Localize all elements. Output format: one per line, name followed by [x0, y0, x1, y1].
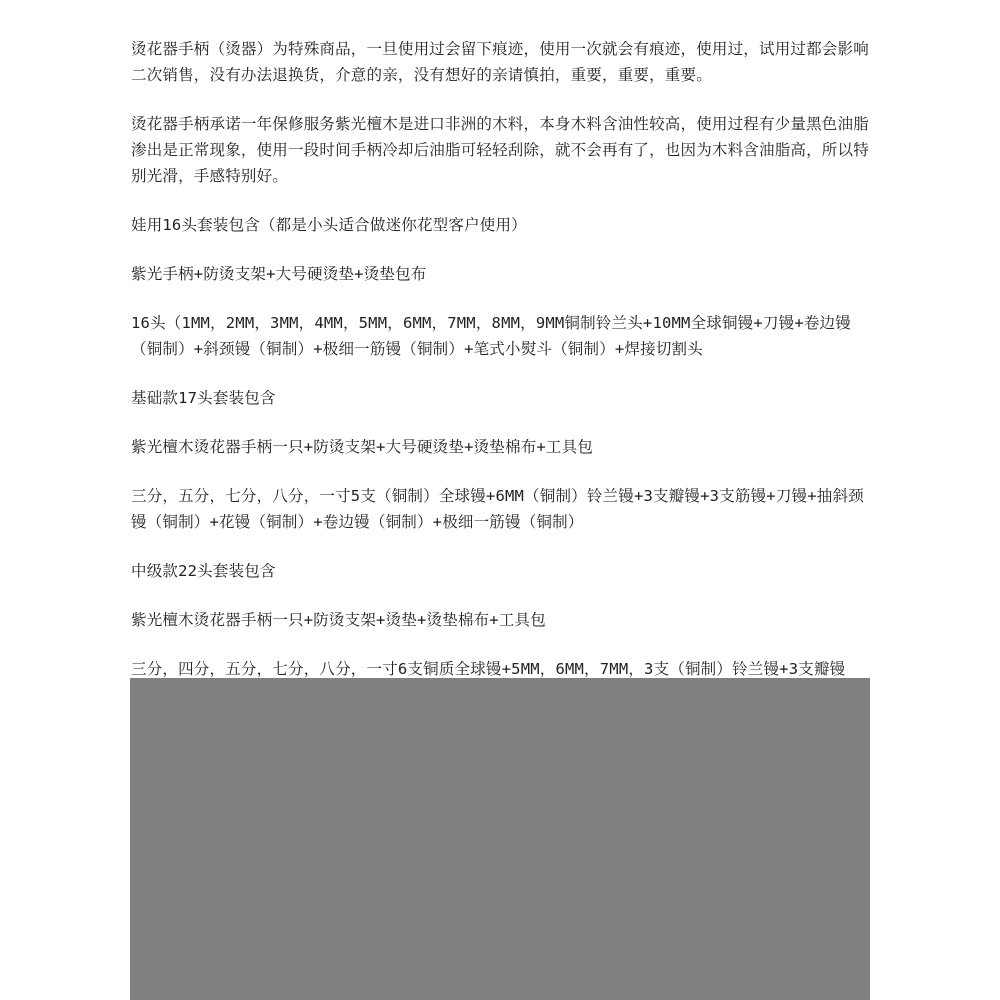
paragraph-doll-16-title: 娃用16头套装包含（都是小头适合做迷你花型客户使用）: [131, 216, 527, 234]
paragraph-notice: 烫花器手柄（烫器）为特殊商品，一旦使用过会留下痕迹，使用一次就会有痕迹，使用过，试用过都会影响二次销售，没有办法退换货，介意的亲，没有想好的亲请慎拍，重要，重要，重要。: [131, 40, 869, 84]
paragraph-mid-22-title: 中级款22头套装包含: [131, 562, 276, 580]
paragraph-mid-22-heads: 三分，四分，五分，七分，八分，一寸6支铜质全球镘+5MM，6MM，7MM，3支（铜制）铃兰镘+3支瓣镘: [131, 660, 846, 678]
paragraph-warranty: 烫花器手柄承诺一年保修服务紫光檀木是进口非洲的木料，本身木料含油性较高，使用过程有少量黑色油脂渗出是正常现象，使用一段时间手柄冷却后油脂可轻轻刮除，就不会再有了，也因为木料含油脂高，所以特别光滑，手感特别好。: [131, 115, 869, 185]
paragraph-basic-17-title: 基础款17头套装包含: [131, 389, 276, 407]
paragraph-doll-16-heads: 16头（1MM，2MM，3MM，4MM，5MM，6MM，7MM，8MM，9MM铜制铃兰头+10MM全球铜镘+刀镘+卷边镘（铜制）+斜颈镘（铜制）+极细一筋镘（铜制）+笔式小熨斗（铜制）+焊接切割头: [131, 314, 851, 358]
description-text: [131, 36, 871, 705]
paragraph-basic-17-accessories: 紫光檀木烫花器手柄一只+防烫支架+大号硬烫垫+烫垫棉布+工具包: [131, 438, 594, 456]
paragraph-doll-16-accessories: 紫光手柄+防烫支架+大号硬烫垫+烫垫包布: [131, 265, 427, 283]
paragraph-basic-17-heads: 三分，五分，七分，八分，一寸5支（铜制）全球镘+6MM（铜制）铃兰镘+3支瓣镘+3支筋镘+刀镘+抽斜颈镘（铜制）+花镘（铜制）+卷边镘（铜制）+极细一筋镘（铜制）: [131, 487, 864, 531]
gray-overlay-block: [130, 678, 870, 1000]
paragraph-mid-22-accessories: 紫光檀木烫花器手柄一只+防烫支架+烫垫+烫垫棉布+工具包: [131, 611, 546, 629]
